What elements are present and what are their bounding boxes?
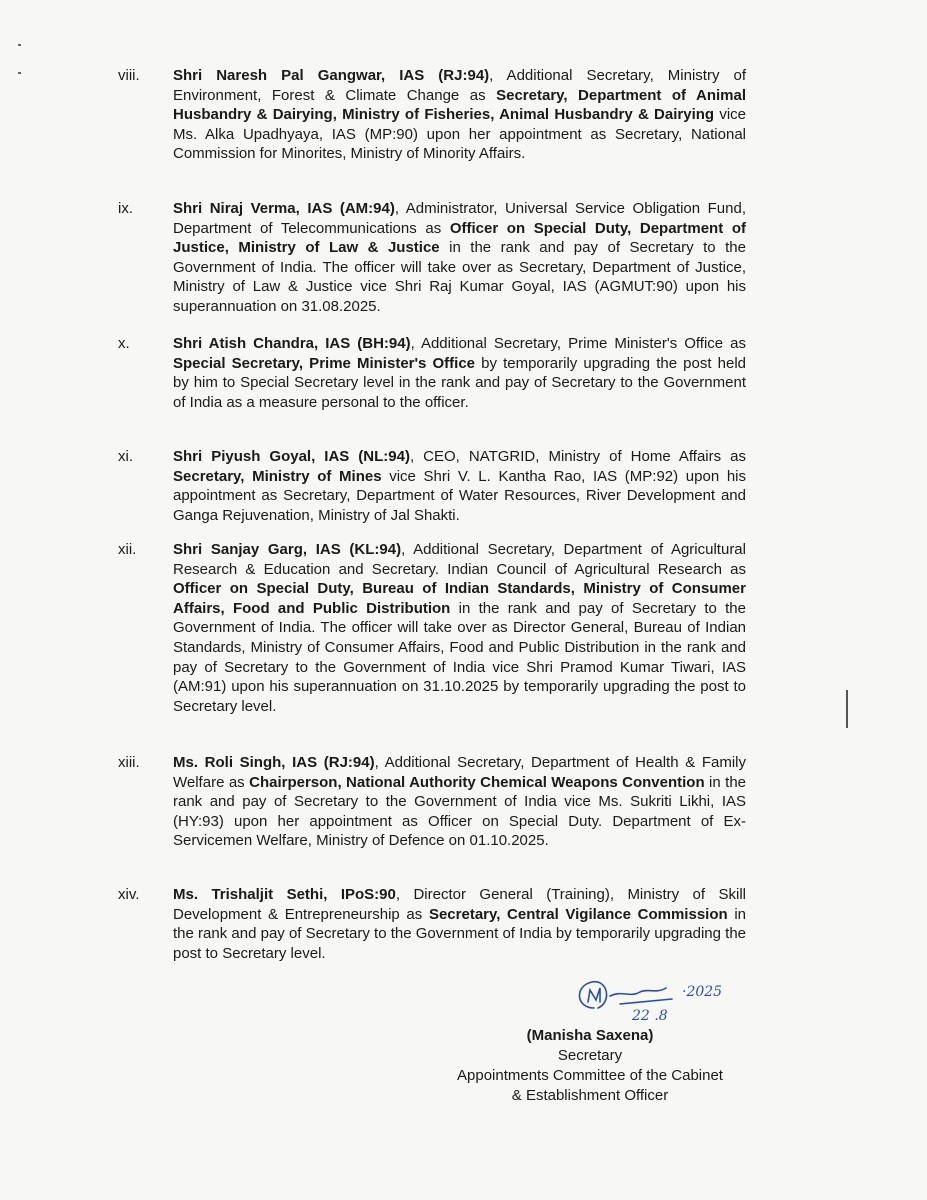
bold-text-run: Shri Atish Chandra, IAS (BH:94) xyxy=(173,335,411,352)
item-text xyxy=(173,66,746,164)
item-text xyxy=(173,334,746,412)
bold-text-run: Special Secretary, Prime Minister's Office xyxy=(173,354,476,372)
bold-text-run: Shri Niraj Verma, IAS (AM:94) xyxy=(173,200,395,217)
bold-text-run: Ms. Trishaljit Sethi, IPoS:90 xyxy=(173,886,396,903)
item-number: viii. xyxy=(118,67,140,84)
item-number: ix. xyxy=(118,200,133,217)
bold-text-run: Officer on Special Duty, Department of Justice, Ministry of Law & Justice xyxy=(173,219,746,257)
bold-text-run: Secretary, Central Vigilance Commission xyxy=(428,905,728,923)
item-text xyxy=(173,447,746,525)
signature-block xyxy=(430,1026,750,1106)
text-run: , Additional Secretary, Prime Minister's Office as xyxy=(410,335,746,352)
text-run: , Additional Secretary, Department of Health & Family Welfare as xyxy=(173,754,747,791)
appointment-item xyxy=(118,540,746,716)
text-run: , Director General (Training), Ministry of Skill Development & Entrepreneurship as xyxy=(173,886,746,923)
appointment-item xyxy=(118,66,746,164)
signature-date-year: ·2025 xyxy=(682,984,723,1000)
signatory-name: (Manisha Saxena) xyxy=(526,1027,654,1044)
bold-text-run: Secretary, Department of Animal Husbandry & Dairying, Ministry of Fisheries, Animal Husbandry & Dairying xyxy=(173,86,747,124)
signature-date-daymonth: 22 .8 xyxy=(632,1008,668,1024)
item-text xyxy=(173,540,746,716)
bold-text-run: Ms. Roli Singh, IAS (RJ:94) xyxy=(173,754,375,771)
bold-text-run: Chairperson, National Authority Chemical Weapons Convention xyxy=(249,773,705,791)
text-run: vice Ms. Alka Upadhyaya, IAS (MP:90) upon her appointment as Secretary, National Commission for Minorites, Ministry of Minority Affairs. xyxy=(173,106,746,163)
signatory-designation: Secretary xyxy=(557,1047,623,1064)
item-number: xiv. xyxy=(118,886,140,903)
signature-stroke xyxy=(610,988,666,996)
bold-text-run: Shri Piyush Goyal, IAS (NL:94) xyxy=(173,448,410,465)
text-run: vice Shri V. L. Kantha Rao, IAS (MP:92) upon his appointment as Secretary, Department of Water Resources, River Development and Ganga Rejuvenation, Ministry of Jal Shakti. xyxy=(173,467,746,524)
appointment-item xyxy=(118,447,746,525)
bold-text-run: Officer on Special Duty, Bureau of Indian Standards, Ministry of Consumer Affairs, Food and Public Distribution xyxy=(173,580,746,617)
text-run: in the rank and pay of Secretary to the Government of India by temporarily upgrading the post to Secretary level. xyxy=(173,905,746,962)
item-number: xiii. xyxy=(118,754,140,771)
handwritten-signature xyxy=(570,968,750,1028)
item-number: xii. xyxy=(118,541,137,558)
text-run: in the rank and pay of Secretary to the Government of India. The officer will take over as Secretary, Department of Justice, Ministry of Law & Justice vice Shri Raj Kumar Goyal, IAS (AGMUT:90) upon his superannuation on 31.08.2025. xyxy=(173,239,746,315)
item-text xyxy=(173,885,746,963)
appointment-item xyxy=(118,885,746,963)
scan-margin-line xyxy=(846,690,848,728)
text-run: , Additional Secretary, Ministry of Environment, Forest & Climate Change as xyxy=(173,67,747,104)
scan-mark xyxy=(18,72,21,74)
signature-underline xyxy=(620,999,672,1004)
bold-text-run: Secretary, Ministry of Mines xyxy=(173,467,382,485)
text-run: , Additional Secretary, Department of Agricultural Research & Education and Secretary. Indian Council of Agricultural Research as xyxy=(173,541,746,578)
item-number: x. xyxy=(118,335,130,352)
text-run: , Administrator, Universal Service Obligation Fund, Department of Telecommunications as xyxy=(173,200,746,237)
text-run: by temporarily upgrading the post held by him to Special Secretary level in the rank and pay of Secretary to the Government of India as a measure personal to the officer. xyxy=(173,354,746,411)
signature-initial xyxy=(588,988,600,1002)
item-number: xi. xyxy=(118,448,133,465)
text-run: in the rank and pay of Secretary to the Government of India. The officer will take over as Director General, Bureau of Indian Standards, Ministry of Consumer Affairs, Food and Public Distribution in the rank and pay of Secretary to the Government of India vice Shri Pramod Kumar Tiwari, IAS (AM:91) upon his superannuation on 31.10.2025 by temporarily upgrading the post to Secretary level. xyxy=(173,599,746,715)
appointment-item xyxy=(118,753,746,851)
item-text xyxy=(173,753,746,851)
text-run: in the rank and pay of Secretary to the Government of India vice Ms. Sukriti Likhi, IAS (HY:93) upon her appointment as Officer on Special Duty. Department of Ex-Servicemen Welfare, Ministry of Defence on 01.10.2025. xyxy=(173,773,747,850)
item-text xyxy=(173,199,746,317)
appointment-item xyxy=(118,334,746,412)
bold-text-run: Shri Sanjay Garg, IAS (KL:94) xyxy=(173,541,402,558)
bold-text-run: Shri Naresh Pal Gangwar, IAS (RJ:94) xyxy=(173,67,490,84)
signatory-office-line2: & Establishment Officer xyxy=(511,1087,669,1104)
text-run: , CEO, NATGRID, Ministry of Home Affairs as xyxy=(409,448,746,465)
scan-mark xyxy=(18,44,21,46)
signatory-office-line1: Appointments Committee of the Cabinet xyxy=(457,1067,723,1084)
appointment-item xyxy=(118,199,746,317)
